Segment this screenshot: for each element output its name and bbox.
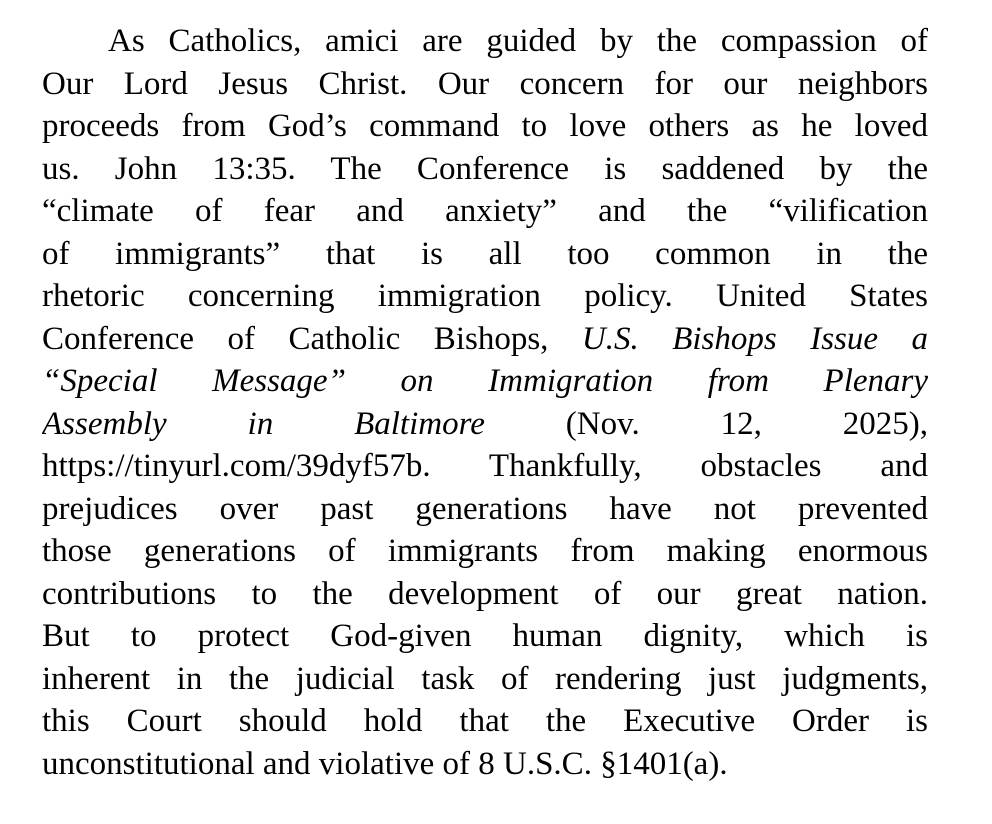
paragraph-line: As Catholics, amici are guided by the compassion of xyxy=(108,23,928,59)
paragraph-line: those generations of immigrants from making enormous xyxy=(42,533,928,569)
citation-date: (Nov. 12, 2025), xyxy=(565,405,928,442)
paragraph-line-last: unconstitutional and violative of 8 U.S.C. §1401(a). xyxy=(42,745,728,782)
document-body xyxy=(42,20,928,785)
paragraph-line: But to protect God-given human dignity, which is xyxy=(42,618,928,654)
paragraph-line: Our Lord Jesus Christ. Our concern for our neighbors xyxy=(42,65,928,102)
paragraph-line: prejudices over past generations have not prevented xyxy=(42,490,928,527)
paragraph-line xyxy=(42,318,928,361)
paragraph-line: https://tinyurl.com/39dyf57b. Thankfully, obstacles and xyxy=(42,448,928,484)
paragraph-line: contributions to the development of our great nation. xyxy=(42,575,928,612)
citation-author: Conference of Catholic Bishops, xyxy=(42,320,549,357)
paragraph-line: “climate of fear and anxiety” and the “vilification xyxy=(42,193,928,229)
paragraph-line: of immigrants” that is all too common in the xyxy=(42,235,928,272)
citation-title: U.S. Bishops Issue a xyxy=(581,320,928,357)
paragraph-line: proceeds from God’s command to love others as he loved xyxy=(42,108,928,144)
paragraph-line: rhetoric concerning immigration policy. United States xyxy=(42,278,928,314)
paragraph-line xyxy=(42,403,928,446)
paragraph-line: this Court should hold that the Executive Order is xyxy=(42,703,928,739)
paragraph-line: inherent in the judicial task of rendering just judgments, xyxy=(42,660,928,697)
paragraph-line: us. John 13:35. The Conference is saddened by the xyxy=(42,150,928,187)
citation-title-line: “Special Message” on Immigration from Plenary xyxy=(42,363,928,399)
citation-title: Assembly in Baltimore xyxy=(42,405,485,442)
